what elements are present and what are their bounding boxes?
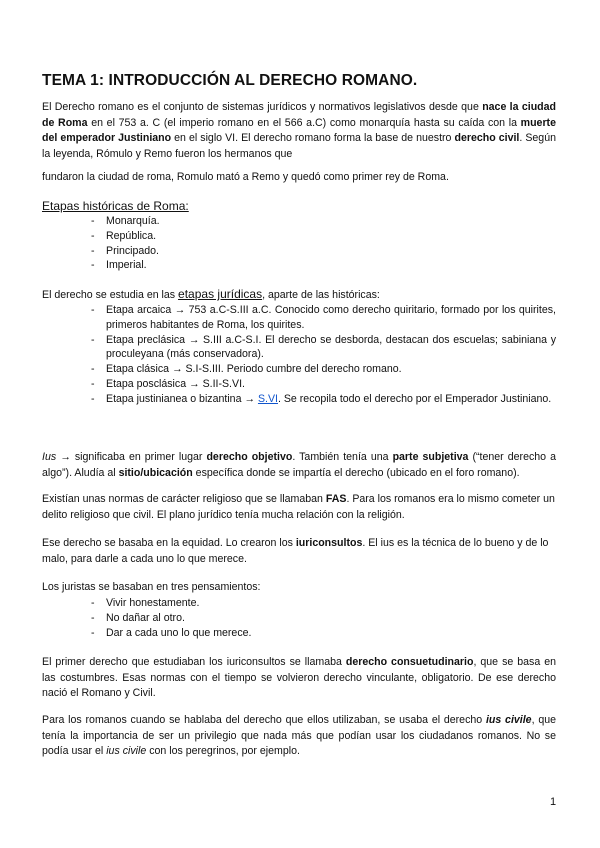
list-item: - Etapa preclásica → S.III a.C-S.I. El derecho se desborda, destacan dos escuelas; sabiniana y proculeyana (más conservadora).	[91, 333, 556, 363]
page-title: TEMA 1: INTRODUCCIÓN AL DERECHO ROMANO.	[42, 72, 418, 89]
list-item: - Vivir honestamente.	[91, 596, 556, 611]
intro-paragraph: El Derecho romano es el conjunto de sistemas jurídicos y normativos legislativos desde que nace la ciudad de Roma en el 753 a. C (el imperio romano en el 566 a.C) como monarquía hasta su caída con la muerte del emperador Justiniano en el siglo VI. El derecho romano forma la base de nuestro derecho civil. Según la leyenda, Rómulo y Remo fueron los hermanos que	[42, 101, 556, 160]
list-item: - Etapa clásica → S.I-S.III. Periodo cumbre del derecho romano.	[91, 362, 556, 377]
ius-paragraph: Ius → significaba en primer lugar derecho objetivo. También tenía una parte subjetiva (“tener derecho a algo”). Aludía al sitio/ubicación específica donde se impartía el derecho (ubicado en el foro romano).	[42, 451, 556, 479]
list-item: - No dañar al otro.	[91, 611, 556, 626]
list-item: - Imperial.	[91, 258, 556, 273]
intro-paragraph-end: fundaron la ciudad de roma, Romulo mató a Remo y quedó como primer rey de Roma.	[42, 171, 449, 183]
list-item: - Principado.	[91, 244, 556, 259]
list-item: - Dar a cada uno lo que merece.	[91, 626, 556, 641]
list-item: - Etapa arcaica → 753 a.C-S.III a.C. Conocido como derecho quiritario, formado por los quirites, primeros habitantes de Roma, los quirites.	[91, 303, 556, 333]
etapas-juridicas-intro: El derecho se estudia en las etapas jurídicas, aparte de las históricas:	[42, 287, 380, 301]
list-item: - República.	[91, 229, 556, 244]
etapas-juridicas-list	[91, 303, 556, 407]
consuetudinario-paragraph: El primer derecho que estudiaban los iuriconsultos se llamaba derecho consuetudinario, que se basa en las costumbres. Esas normas con el tiempo se volvieron derecho vinculante, obligatorio. De ese derecho nació el Romano y Civil.	[42, 656, 556, 699]
siglo-vi-link[interactable]: S.VI	[257, 392, 278, 405]
list-item: - Etapa justinianea o bizantina → S.VI. Se recopila todo el derecho por el Emperador Justiniano.	[91, 392, 556, 407]
juristas-intro: Los juristas se basaban en tres pensamientos:	[42, 581, 261, 593]
ius-civile-paragraph: Para los romanos cuando se hablaba del derecho que ellos utilizaban, se usaba el derecho ius civile, que tenía la importancia de ser un privilegio que nada más que podían usar los ciudadanos romanos. No se podía usar el ius civile con los peregrinos, por ejemplo.	[42, 714, 556, 757]
etapas-historicas-list	[91, 214, 556, 273]
list-item: - Monarquía.	[91, 214, 556, 229]
fas-paragraph: Existían unas normas de carácter religioso que se llamaban FAS. Para los romanos era lo mismo cometer un delito religioso que civil. El plano jurídico tenía mucha relación con la religión.	[42, 493, 555, 521]
etapas-historicas-heading: Etapas históricas de Roma:	[42, 199, 189, 213]
list-item: - Etapa posclásica → S.II-S.VI.	[91, 377, 556, 392]
juristas-list	[91, 596, 556, 640]
page-number: 1	[550, 796, 557, 808]
equidad-paragraph: Ese derecho se basaba en la equidad. Lo crearon los iuriconsultos. El ius es la técnica de lo bueno y de lo malo, para darle a cada uno lo que merece.	[42, 537, 549, 565]
